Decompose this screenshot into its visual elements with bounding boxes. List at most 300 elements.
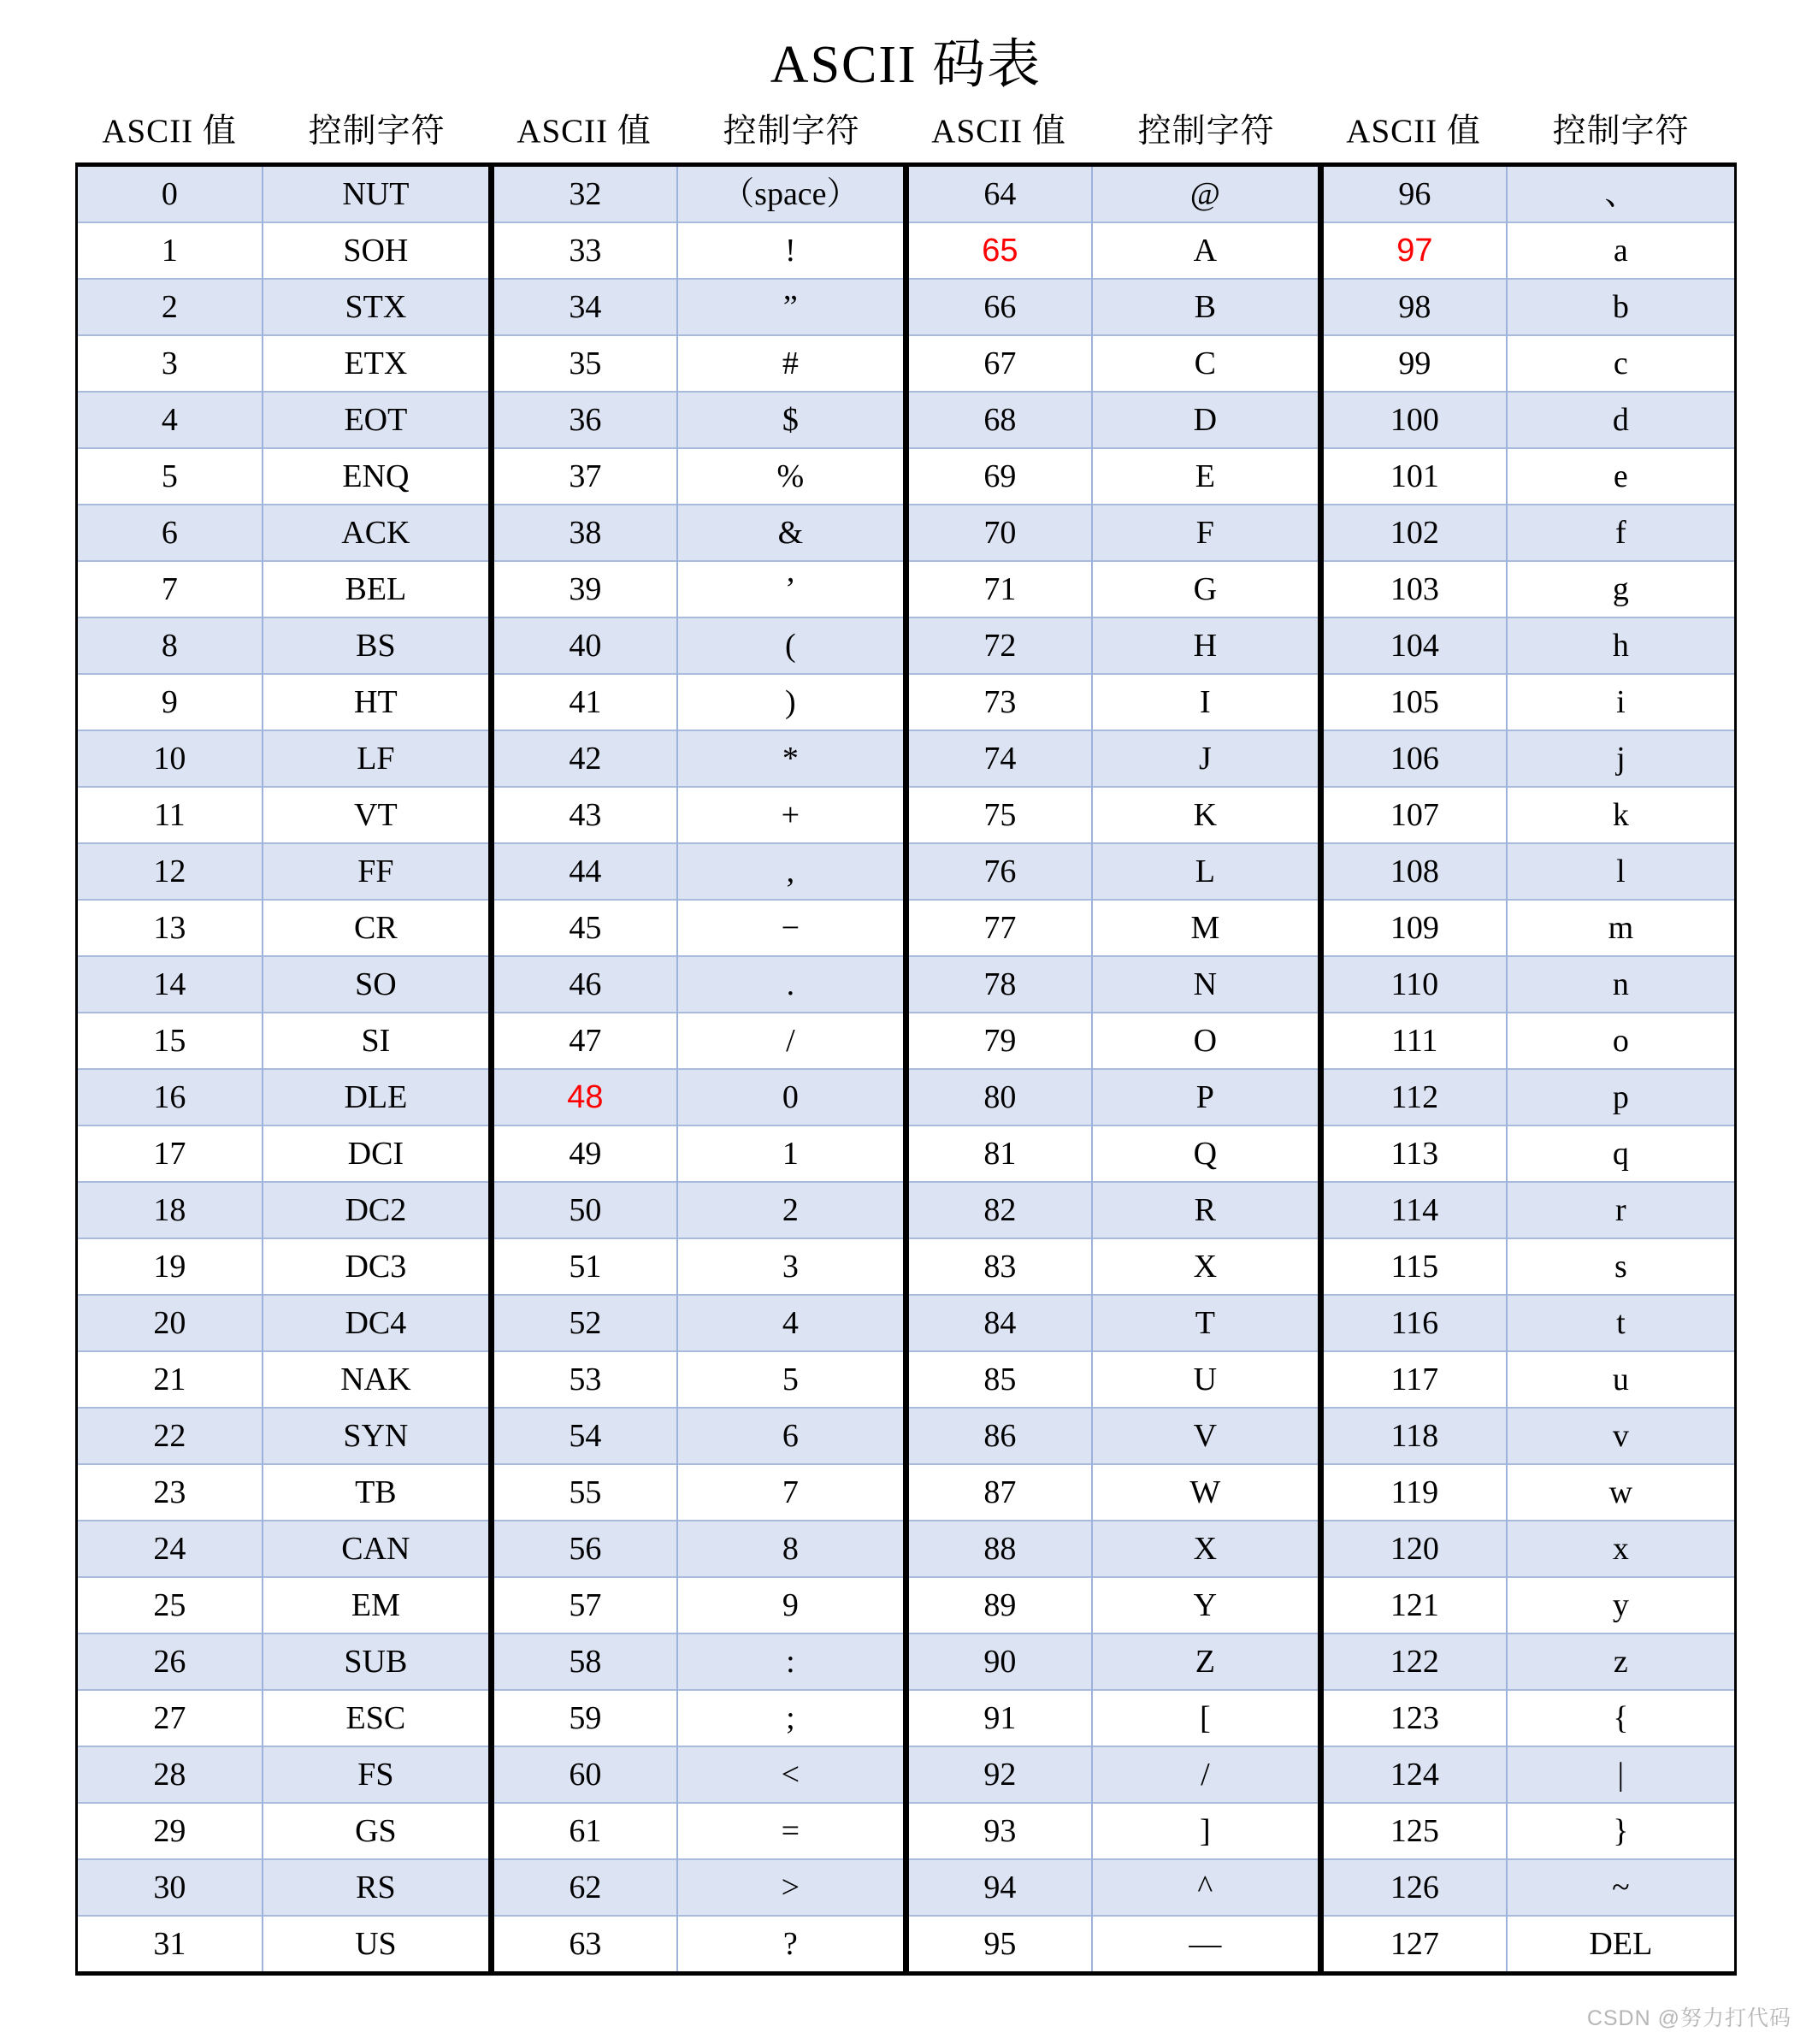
table-row [77, 1803, 1736, 1859]
table-row [77, 165, 1736, 223]
cell-char-2: ) [677, 674, 906, 730]
cell-char-1: SYN [263, 1408, 492, 1464]
cell-char-1: TB [263, 1464, 492, 1521]
cell-char-1: STX [263, 279, 492, 335]
cell-value-1: 28 [77, 1746, 263, 1803]
cell-value-2: 52 [491, 1295, 676, 1351]
cell-value-2: 49 [491, 1125, 676, 1182]
cell-value-4: 125 [1320, 1803, 1506, 1859]
table-row [77, 1916, 1736, 1974]
cell-value-2: 51 [491, 1238, 676, 1295]
cell-char-2: 2 [677, 1182, 906, 1238]
cell-char-4: DEL [1507, 1916, 1736, 1974]
cell-value-2: 34 [491, 279, 676, 335]
cell-value-4: 111 [1320, 1013, 1506, 1069]
cell-value-1: 22 [77, 1408, 263, 1464]
cell-char-2: − [677, 900, 906, 956]
cell-value-1: 20 [77, 1295, 263, 1351]
cell-char-1: SO [263, 956, 492, 1013]
cell-char-2: 7 [677, 1464, 906, 1521]
cell-char-2: : [677, 1633, 906, 1690]
table-row [77, 505, 1736, 561]
cell-char-1: NUT [263, 165, 492, 223]
cell-value-2: 46 [491, 956, 676, 1013]
table-row [77, 1464, 1736, 1521]
cell-char-4: e [1507, 448, 1736, 505]
table-row [77, 900, 1736, 956]
cell-char-1: SOH [263, 222, 492, 279]
cell-value-2: 57 [491, 1577, 676, 1633]
cell-value-1: 4 [77, 392, 263, 448]
cell-char-3: ^ [1092, 1859, 1321, 1916]
cell-char-2: > [677, 1859, 906, 1916]
cell-char-1: SUB [263, 1633, 492, 1690]
cell-value-4: 120 [1320, 1521, 1506, 1577]
cell-value-4: 96 [1320, 165, 1506, 223]
cell-value-4: 124 [1320, 1746, 1506, 1803]
cell-value-1: 24 [77, 1521, 263, 1577]
cell-value-3: 84 [906, 1295, 1091, 1351]
cell-value-3: 86 [906, 1408, 1091, 1464]
cell-char-4: p [1507, 1069, 1736, 1125]
cell-char-4: } [1507, 1803, 1736, 1859]
cell-char-3: / [1092, 1746, 1321, 1803]
cell-value-1: 30 [77, 1859, 263, 1916]
cell-char-4: 、 [1507, 165, 1736, 223]
cell-char-1: DC3 [263, 1238, 492, 1295]
cell-value-3: 74 [906, 730, 1091, 787]
cell-char-2: ’ [677, 561, 906, 617]
cell-char-3: V [1092, 1408, 1321, 1464]
cell-value-2: 33 [491, 222, 676, 279]
cell-value-4: 119 [1320, 1464, 1506, 1521]
cell-value-3: 81 [906, 1125, 1091, 1182]
header-control-char-1: 控制字符 [263, 101, 492, 165]
cell-char-3: W [1092, 1464, 1321, 1521]
cell-char-1: BEL [263, 561, 492, 617]
cell-value-4: 110 [1320, 956, 1506, 1013]
header-ascii-value-1: ASCII 值 [77, 101, 263, 165]
table-row [77, 787, 1736, 843]
cell-char-2: 5 [677, 1351, 906, 1408]
cell-value-4: 106 [1320, 730, 1506, 787]
cell-char-3: I [1092, 674, 1321, 730]
cell-value-4: 115 [1320, 1238, 1506, 1295]
cell-char-3: P [1092, 1069, 1321, 1125]
cell-value-2: 35 [491, 335, 676, 392]
cell-value-4: 103 [1320, 561, 1506, 617]
cell-char-2: , [677, 843, 906, 900]
cell-char-3: D [1092, 392, 1321, 448]
cell-char-3: A [1092, 222, 1321, 279]
cell-char-4: n [1507, 956, 1736, 1013]
cell-value-3: 71 [906, 561, 1091, 617]
cell-value-1: 8 [77, 617, 263, 674]
cell-char-1: ACK [263, 505, 492, 561]
page-title: ASCII 码表 [770, 36, 1042, 94]
cell-char-3: X [1092, 1521, 1321, 1577]
cell-value-1: 27 [77, 1690, 263, 1746]
table-row [77, 1521, 1736, 1577]
cell-value-3: 82 [906, 1182, 1091, 1238]
cell-char-2: % [677, 448, 906, 505]
cell-char-3: G [1092, 561, 1321, 617]
cell-char-2: ( [677, 617, 906, 674]
cell-value-3: 83 [906, 1238, 1091, 1295]
cell-value-1: 31 [77, 1916, 263, 1974]
cell-value-3: 80 [906, 1069, 1091, 1125]
cell-value-1: 6 [77, 505, 263, 561]
table-row [77, 617, 1736, 674]
cell-value-3: 73 [906, 674, 1091, 730]
cell-char-1: RS [263, 1859, 492, 1916]
cell-char-2: / [677, 1013, 906, 1069]
table-row [77, 392, 1736, 448]
table-body [77, 165, 1736, 1974]
cell-value-3: 78 [906, 956, 1091, 1013]
cell-char-3: @ [1092, 165, 1321, 223]
table-row [77, 843, 1736, 900]
cell-char-4: o [1507, 1013, 1736, 1069]
table-row [77, 279, 1736, 335]
cell-value-2: 59 [491, 1690, 676, 1746]
table-row [77, 1182, 1736, 1238]
cell-char-3: B [1092, 279, 1321, 335]
cell-char-3: [ [1092, 1690, 1321, 1746]
cell-char-4: v [1507, 1408, 1736, 1464]
cell-char-3: T [1092, 1295, 1321, 1351]
cell-char-1: US [263, 1916, 492, 1974]
cell-char-2: 3 [677, 1238, 906, 1295]
cell-value-1: 17 [77, 1125, 263, 1182]
cell-char-3: F [1092, 505, 1321, 561]
cell-char-1: DC2 [263, 1182, 492, 1238]
table-row [77, 1125, 1736, 1182]
cell-char-3: H [1092, 617, 1321, 674]
cell-char-4: q [1507, 1125, 1736, 1182]
cell-value-1: 13 [77, 900, 263, 956]
cell-value-1: 15 [77, 1013, 263, 1069]
cell-char-4: l [1507, 843, 1736, 900]
header-row [77, 101, 1736, 165]
cell-value-2: 39 [491, 561, 676, 617]
table-row [77, 1069, 1736, 1125]
cell-char-3: — [1092, 1916, 1321, 1974]
cell-char-1: HT [263, 674, 492, 730]
cell-char-4: h [1507, 617, 1736, 674]
cell-char-2: $ [677, 392, 906, 448]
cell-char-2: ” [677, 279, 906, 335]
cell-value-3: 66 [906, 279, 1091, 335]
cell-char-1: GS [263, 1803, 492, 1859]
cell-char-4: a [1507, 222, 1736, 279]
cell-char-4: s [1507, 1238, 1736, 1295]
cell-char-3: Q [1092, 1125, 1321, 1182]
cell-char-2: 4 [677, 1295, 906, 1351]
cell-value-2: 32 [491, 165, 676, 223]
cell-value-4: 122 [1320, 1633, 1506, 1690]
cell-value-3: 77 [906, 900, 1091, 956]
cell-char-2: 9 [677, 1577, 906, 1633]
cell-char-4: b [1507, 279, 1736, 335]
cell-value-4: 107 [1320, 787, 1506, 843]
cell-char-3: C [1092, 335, 1321, 392]
cell-char-1: DCI [263, 1125, 492, 1182]
cell-value-3: 79 [906, 1013, 1091, 1069]
cell-value-1: 11 [77, 787, 263, 843]
header-ascii-value-2: ASCII 值 [491, 101, 676, 165]
cell-value-2: 55 [491, 1464, 676, 1521]
cell-char-4: k [1507, 787, 1736, 843]
cell-value-3: 91 [906, 1690, 1091, 1746]
cell-value-1: 26 [77, 1633, 263, 1690]
cell-char-2: . [677, 956, 906, 1013]
cell-char-4: f [1507, 505, 1736, 561]
cell-value-2: 40 [491, 617, 676, 674]
cell-char-2: * [677, 730, 906, 787]
cell-char-3: R [1092, 1182, 1321, 1238]
cell-value-3: 69 [906, 448, 1091, 505]
cell-value-3: 72 [906, 617, 1091, 674]
cell-char-1: BS [263, 617, 492, 674]
cell-char-1: SI [263, 1013, 492, 1069]
cell-char-2: & [677, 505, 906, 561]
cell-value-2: 54 [491, 1408, 676, 1464]
cell-value-2: 62 [491, 1859, 676, 1916]
cell-value-1: 0 [77, 165, 263, 223]
header-control-char-4: 控制字符 [1507, 101, 1736, 165]
cell-char-3: Y [1092, 1577, 1321, 1633]
cell-value-3: 93 [906, 1803, 1091, 1859]
cell-value-1: 1 [77, 222, 263, 279]
cell-char-3: L [1092, 843, 1321, 900]
cell-char-3: J [1092, 730, 1321, 787]
cell-char-2: 8 [677, 1521, 906, 1577]
header-ascii-value-4: ASCII 值 [1320, 101, 1506, 165]
cell-value-4: 105 [1320, 674, 1506, 730]
cell-char-4: t [1507, 1295, 1736, 1351]
cell-value-4: 101 [1320, 448, 1506, 505]
cell-value-2: 48 [491, 1069, 676, 1125]
cell-value-1: 5 [77, 448, 263, 505]
cell-value-2: 56 [491, 1521, 676, 1577]
ascii-code-table [75, 101, 1737, 1976]
table-row [77, 1238, 1736, 1295]
cell-char-3: N [1092, 956, 1321, 1013]
cell-char-4: d [1507, 392, 1736, 448]
cell-value-1: 9 [77, 674, 263, 730]
cell-char-4: g [1507, 561, 1736, 617]
cell-char-4: y [1507, 1577, 1736, 1633]
cell-char-2: = [677, 1803, 906, 1859]
table-row [77, 1013, 1736, 1069]
cell-char-2: 1 [677, 1125, 906, 1182]
cell-char-3: Z [1092, 1633, 1321, 1690]
cell-char-1: FS [263, 1746, 492, 1803]
cell-char-3: K [1092, 787, 1321, 843]
cell-value-1: 29 [77, 1803, 263, 1859]
cell-char-4: u [1507, 1351, 1736, 1408]
table-header [77, 101, 1736, 165]
cell-value-1: 12 [77, 843, 263, 900]
cell-value-2: 36 [491, 392, 676, 448]
cell-value-1: 14 [77, 956, 263, 1013]
cell-value-1: 7 [77, 561, 263, 617]
cell-value-4: 100 [1320, 392, 1506, 448]
cell-char-1: ETX [263, 335, 492, 392]
table-row [77, 561, 1736, 617]
cell-char-1: EM [263, 1577, 492, 1633]
cell-value-1: 19 [77, 1238, 263, 1295]
cell-char-3: U [1092, 1351, 1321, 1408]
cell-value-3: 67 [906, 335, 1091, 392]
cell-value-2: 43 [491, 787, 676, 843]
table-row [77, 448, 1736, 505]
cell-value-2: 60 [491, 1746, 676, 1803]
cell-char-2: # [677, 335, 906, 392]
cell-char-2: < [677, 1746, 906, 1803]
cell-char-2: ; [677, 1690, 906, 1746]
cell-value-2: 45 [491, 900, 676, 956]
cell-value-2: 47 [491, 1013, 676, 1069]
cell-value-1: 10 [77, 730, 263, 787]
cell-char-4: | [1507, 1746, 1736, 1803]
cell-char-2: + [677, 787, 906, 843]
cell-value-4: 109 [1320, 900, 1506, 956]
table-row [77, 1633, 1736, 1690]
cell-char-1: LF [263, 730, 492, 787]
table-row [77, 1351, 1736, 1408]
cell-value-4: 123 [1320, 1690, 1506, 1746]
cell-value-4: 97 [1320, 222, 1506, 279]
cell-char-3: M [1092, 900, 1321, 956]
cell-value-4: 108 [1320, 843, 1506, 900]
cell-value-4: 102 [1320, 505, 1506, 561]
cell-char-1: DLE [263, 1069, 492, 1125]
table-row [77, 1859, 1736, 1916]
cell-value-3: 92 [906, 1746, 1091, 1803]
cell-char-4: m [1507, 900, 1736, 956]
table-row [77, 730, 1736, 787]
cell-char-4: w [1507, 1464, 1736, 1521]
cell-value-3: 76 [906, 843, 1091, 900]
cell-char-4: { [1507, 1690, 1736, 1746]
cell-char-4: ~ [1507, 1859, 1736, 1916]
cell-char-3: X [1092, 1238, 1321, 1295]
cell-value-1: 23 [77, 1464, 263, 1521]
ascii-table-container [0, 101, 1812, 1976]
cell-value-3: 65 [906, 222, 1091, 279]
cell-value-1: 2 [77, 279, 263, 335]
cell-value-3: 94 [906, 1859, 1091, 1916]
cell-value-2: 58 [491, 1633, 676, 1690]
cell-char-4: j [1507, 730, 1736, 787]
cell-value-2: 38 [491, 505, 676, 561]
cell-value-2: 41 [491, 674, 676, 730]
cell-value-3: 85 [906, 1351, 1091, 1408]
cell-value-2: 61 [491, 1803, 676, 1859]
cell-char-1: ESC [263, 1690, 492, 1746]
cell-value-4: 116 [1320, 1295, 1506, 1351]
cell-value-2: 50 [491, 1182, 676, 1238]
cell-char-2: 6 [677, 1408, 906, 1464]
cell-char-2: ! [677, 222, 906, 279]
cell-value-4: 117 [1320, 1351, 1506, 1408]
cell-value-3: 87 [906, 1464, 1091, 1521]
cell-char-1: VT [263, 787, 492, 843]
cell-char-4: c [1507, 335, 1736, 392]
cell-char-1: DC4 [263, 1295, 492, 1351]
cell-char-4: x [1507, 1521, 1736, 1577]
header-control-char-2: 控制字符 [677, 101, 906, 165]
cell-value-3: 90 [906, 1633, 1091, 1690]
cell-value-2: 44 [491, 843, 676, 900]
cell-value-2: 63 [491, 1916, 676, 1974]
cell-value-1: 3 [77, 335, 263, 392]
cell-char-4: i [1507, 674, 1736, 730]
cell-value-3: 95 [906, 1916, 1091, 1974]
table-row [77, 1408, 1736, 1464]
cell-value-1: 18 [77, 1182, 263, 1238]
cell-value-4: 127 [1320, 1916, 1506, 1974]
cell-char-1: EOT [263, 392, 492, 448]
cell-char-1: FF [263, 843, 492, 900]
cell-char-3: O [1092, 1013, 1321, 1069]
cell-value-2: 37 [491, 448, 676, 505]
cell-value-4: 114 [1320, 1182, 1506, 1238]
table-row [77, 222, 1736, 279]
watermark: CSDN @努力打代码 [1586, 2006, 1791, 2030]
cell-char-1: CR [263, 900, 492, 956]
cell-value-4: 112 [1320, 1069, 1506, 1125]
table-row [77, 1746, 1736, 1803]
table-row [77, 956, 1736, 1013]
cell-value-1: 21 [77, 1351, 263, 1408]
cell-char-3: ] [1092, 1803, 1321, 1859]
cell-value-3: 64 [906, 165, 1091, 223]
cell-value-3: 70 [906, 505, 1091, 561]
header-ascii-value-3: ASCII 值 [906, 101, 1091, 165]
cell-value-4: 113 [1320, 1125, 1506, 1182]
cell-value-2: 53 [491, 1351, 676, 1408]
cell-char-2: 0 [677, 1069, 906, 1125]
table-row [77, 674, 1736, 730]
cell-value-1: 25 [77, 1577, 263, 1633]
cell-value-3: 75 [906, 787, 1091, 843]
cell-value-1: 16 [77, 1069, 263, 1125]
cell-char-1: ENQ [263, 448, 492, 505]
cell-char-4: z [1507, 1633, 1736, 1690]
cell-char-1: NAK [263, 1351, 492, 1408]
table-row [77, 1577, 1736, 1633]
cell-char-4: r [1507, 1182, 1736, 1238]
cell-value-2: 42 [491, 730, 676, 787]
table-row [77, 1295, 1736, 1351]
cell-value-4: 118 [1320, 1408, 1506, 1464]
cell-value-4: 99 [1320, 335, 1506, 392]
cell-value-4: 98 [1320, 279, 1506, 335]
cell-char-1: CAN [263, 1521, 492, 1577]
cell-value-4: 121 [1320, 1577, 1506, 1633]
cell-char-3: E [1092, 448, 1321, 505]
header-control-char-3: 控制字符 [1092, 101, 1321, 165]
cell-char-2: （space） [677, 165, 906, 223]
table-row [77, 1690, 1736, 1746]
cell-value-4: 104 [1320, 617, 1506, 674]
table-row [77, 335, 1736, 392]
cell-value-3: 89 [906, 1577, 1091, 1633]
cell-value-3: 88 [906, 1521, 1091, 1577]
